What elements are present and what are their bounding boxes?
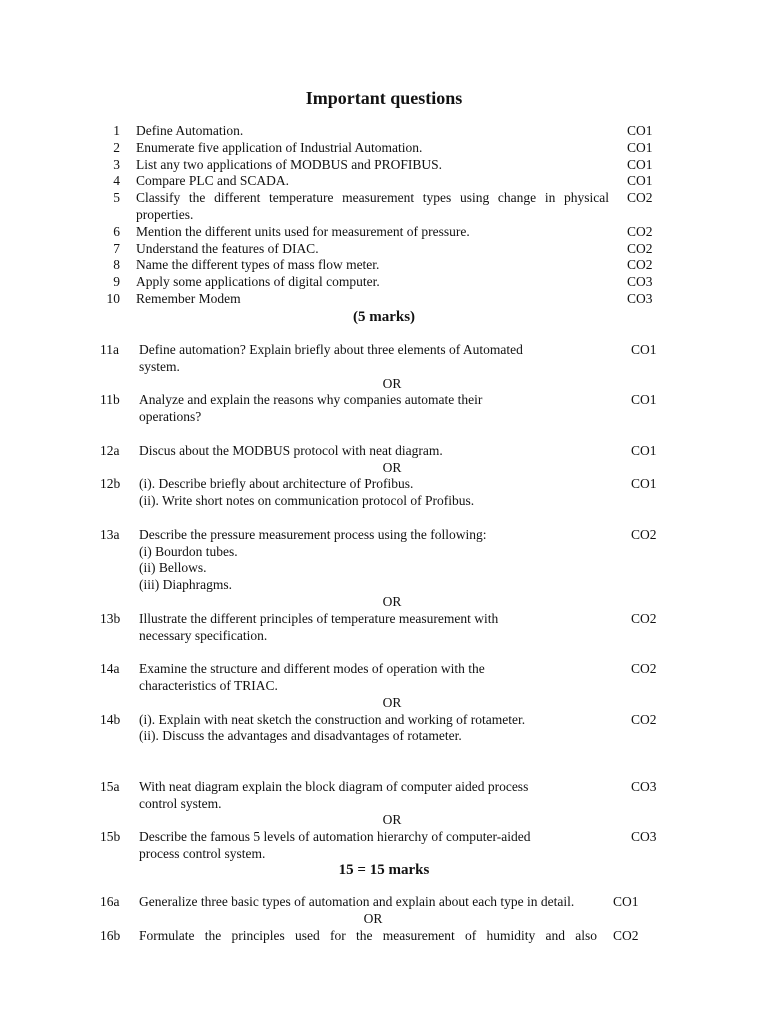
page-title: Important questions bbox=[305, 88, 463, 108]
question-text: (i). Explain with neat sketch the construction and working of rotameter. (ii). Discuss the advantages and disadvantages of rotameter. bbox=[139, 711, 526, 744]
list-item bbox=[96, 157, 676, 174]
question-number: 16b bbox=[100, 927, 121, 943]
question-11a bbox=[96, 342, 676, 376]
question-number: 6 bbox=[113, 223, 120, 239]
or-separator: OR bbox=[363, 910, 383, 926]
list-item bbox=[96, 140, 676, 157]
list-item bbox=[96, 190, 676, 224]
question-number: 12b bbox=[100, 476, 121, 492]
question-number: 14a bbox=[100, 661, 120, 677]
course-outcome: CO3 bbox=[631, 778, 657, 794]
question-16a bbox=[96, 894, 676, 911]
question-number: 9 bbox=[113, 274, 120, 290]
question-text: Describe the famous 5 levels of automation hierarchy of computer-aided process control system. bbox=[139, 829, 531, 861]
question-text: Discus about the MODBUS protocol with neat diagram. bbox=[139, 442, 443, 458]
question-text: List any two applications of MODBUS and PROFIBUS. bbox=[136, 156, 443, 172]
question-text: Define automation? Explain briefly about three elements of Automated system. bbox=[139, 342, 523, 374]
course-outcome: CO2 bbox=[627, 240, 653, 256]
course-outcome: CO2 bbox=[627, 190, 653, 206]
question-text: Understand the features of DIAC. bbox=[136, 240, 319, 256]
question-number: 13b bbox=[100, 610, 121, 626]
question-text: Define Automation. bbox=[136, 123, 244, 138]
fifteen-marks-heading: 15 = 15 marks bbox=[338, 862, 430, 878]
list-item bbox=[96, 173, 676, 190]
question-number: 7 bbox=[113, 240, 120, 256]
question-number: 14b bbox=[100, 711, 121, 727]
course-outcome: CO1 bbox=[631, 442, 657, 458]
question-text: Analyze and explain the reasons why companies automate their operations? bbox=[139, 392, 483, 425]
list-item bbox=[96, 274, 676, 291]
question-15a bbox=[96, 779, 676, 813]
list-item bbox=[96, 291, 676, 308]
course-outcome: CO3 bbox=[627, 274, 653, 290]
list-item bbox=[96, 257, 676, 274]
or-separator: OR bbox=[382, 694, 402, 710]
question-text: Examine the structure and different modes of operation with the characteristics of TRIAC. bbox=[139, 661, 485, 693]
question-14b bbox=[96, 712, 676, 746]
list-item bbox=[96, 123, 676, 140]
five-mark-question-list bbox=[96, 342, 676, 863]
question-number: 3 bbox=[113, 156, 120, 172]
course-outcome: CO2 bbox=[631, 526, 657, 542]
course-outcome: CO2 bbox=[627, 257, 653, 273]
course-outcome: CO1 bbox=[631, 342, 657, 357]
question-number: 5 bbox=[113, 190, 120, 206]
question-number: 13a bbox=[100, 526, 120, 542]
question-12a bbox=[96, 443, 676, 460]
question-number: 11b bbox=[100, 392, 120, 408]
question-number: 2 bbox=[113, 139, 120, 155]
question-text: Apply some applications of digital computer. bbox=[136, 274, 380, 290]
question-16b bbox=[96, 928, 676, 945]
question-text: Formulate the principles used for the measurement of humidity and also bbox=[139, 927, 597, 943]
or-separator: OR bbox=[382, 593, 402, 609]
question-12b bbox=[96, 476, 676, 510]
question-text: (i). Describe briefly about architecture of Profibus. (ii). Write short notes on communication protocol of Profibus. bbox=[139, 476, 475, 509]
course-outcome: CO2 bbox=[613, 927, 639, 943]
question-number: 11a bbox=[100, 342, 119, 357]
question-number: 15a bbox=[100, 778, 120, 794]
course-outcome: CO1 bbox=[631, 392, 657, 408]
question-number: 4 bbox=[113, 173, 120, 189]
or-separator: OR bbox=[382, 375, 402, 391]
question-text: Compare PLC and SCADA. bbox=[136, 173, 289, 189]
question-number: 12a bbox=[100, 442, 120, 458]
question-text: Describe the pressure measurement process using the following: (i) Bourdon tubes. (ii) Bellows. (iii) Diaphragms. bbox=[139, 526, 487, 593]
course-outcome: CO2 bbox=[631, 610, 657, 626]
question-text: Illustrate the different principles of temperature measurement with necessary specification. bbox=[139, 610, 499, 643]
or-separator: OR bbox=[382, 459, 402, 475]
course-outcome: CO1 bbox=[627, 156, 653, 172]
question-text: Remember Modem bbox=[136, 290, 241, 306]
question-15b bbox=[96, 829, 676, 863]
question-number: 16a bbox=[100, 894, 120, 909]
question-number: 15b bbox=[100, 829, 121, 845]
course-outcome: CO3 bbox=[627, 290, 653, 306]
course-outcome: CO2 bbox=[631, 661, 657, 677]
question-text: Enumerate five application of Industrial Automation. bbox=[136, 139, 423, 155]
question-text: Classify the different temperature measurement types using change in physical properties. bbox=[136, 190, 609, 222]
course-outcome: CO1 bbox=[627, 173, 653, 189]
question-number: 10 bbox=[106, 290, 120, 306]
question-number: 1 bbox=[113, 123, 120, 138]
course-outcome: CO1 bbox=[631, 476, 657, 492]
course-outcome: CO2 bbox=[627, 223, 653, 239]
list-item bbox=[96, 241, 676, 258]
question-14a bbox=[96, 661, 676, 695]
question-number: 8 bbox=[113, 257, 120, 273]
question-text: Mention the different units used for measurement of pressure. bbox=[136, 223, 470, 239]
question-13b bbox=[96, 611, 676, 645]
course-outcome: CO2 bbox=[631, 711, 657, 727]
two-mark-question-list bbox=[96, 123, 676, 308]
question-text: Generalize three basic types of automation and explain about each type in detail. bbox=[139, 894, 575, 909]
question-13a bbox=[96, 527, 676, 594]
course-outcome: CO1 bbox=[613, 894, 639, 909]
list-item bbox=[96, 224, 676, 241]
fifteen-mark-question-list bbox=[96, 894, 676, 944]
five-marks-heading: (5 marks) bbox=[352, 309, 416, 325]
course-outcome: CO1 bbox=[627, 123, 653, 138]
question-text: With neat diagram explain the block diagram of computer aided process control system. bbox=[139, 778, 529, 811]
or-separator: OR bbox=[382, 812, 402, 828]
question-11b bbox=[96, 392, 676, 426]
course-outcome: CO1 bbox=[627, 139, 653, 155]
course-outcome: CO3 bbox=[631, 829, 657, 845]
question-text: Name the different types of mass flow meter. bbox=[136, 257, 380, 273]
